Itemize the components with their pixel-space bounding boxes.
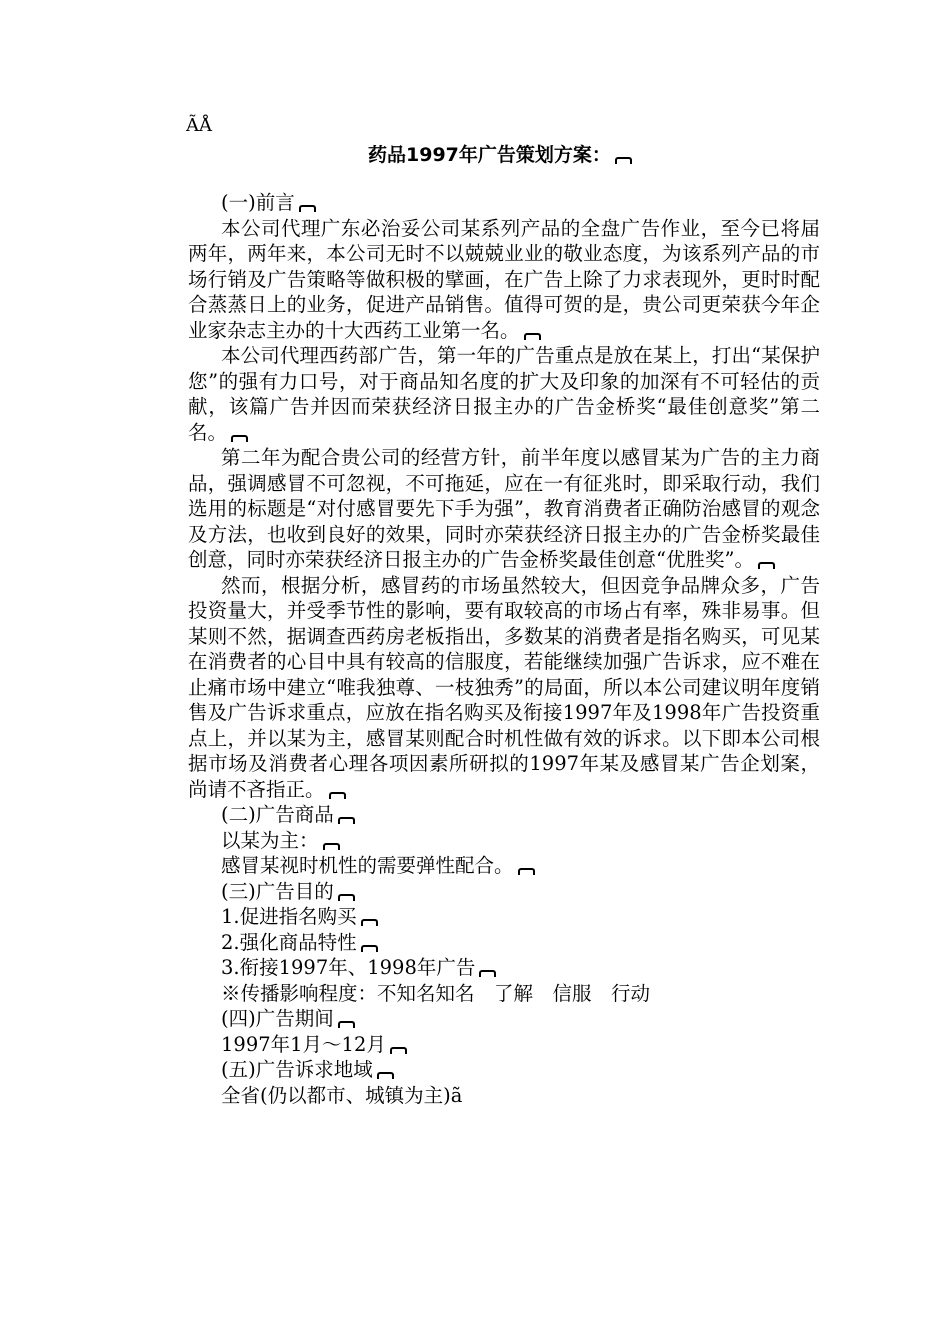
page-title-text: 药品1997年广告策划方案： [368,144,611,166]
section-heading-region [188,1057,820,1083]
paragraph-mark-icon [361,945,378,952]
paragraph-mark-icon [338,894,355,901]
list-item [188,955,820,981]
block-text: 本公司代理广东必治妥公司某系列产品的全盘广告作业，至今已将届两年，两年来，本公司无时不以兢兢业业的敬业态度，为该系列产品的市场行销及广告策略等做积极的擘画，在广告上除了力求表现外，更时时配合蒸蒸日上的业务，促进产品销售。值得可贺的是，贵公司更荣获今年企业家杂志主办的十大西药工业第一名。 [188,216,820,342]
paragraph-mark-icon [323,843,340,850]
body-paragraph [188,445,820,573]
list-item [188,904,820,930]
block-text: 3.衔接1997年、1998年广告 [221,956,476,979]
section-heading-preface [188,190,820,216]
list-item [188,853,820,879]
section-heading-period [188,1006,820,1032]
block-text: (四)广告期间 [221,1007,334,1030]
list-item [188,930,820,956]
block-text: (二)广告商品 [221,803,334,826]
list-item [188,981,820,1007]
paragraph-mark-icon [479,970,496,977]
section-heading-products [188,802,820,828]
page-title [368,140,820,170]
block-text: (一)前言 [221,191,295,214]
section-heading-objectives [188,879,820,905]
paragraph-mark-icon [518,868,535,875]
top-marker: ÃÅ [186,115,212,136]
block-text: 1997年1月～12月 [221,1032,386,1056]
paragraph-mark-icon [338,817,355,824]
list-item [188,1083,820,1109]
block-text: 1.促进指名购买 [221,905,357,928]
block-text: (三)广告目的 [221,879,334,903]
block-text: 第二年为配合贵公司的经营方针，前半年度以感冒某为广告的主力商品，强调感冒不可忽视，不可拖延，应在一有征兆时，即采取行动，我们选用的标题是“对付感冒要先下手为强”，教育消费者正确防治感冒的观念及方法，也收到良好的效果，同时亦荣获经济日报主办的广告金桥奖最佳创意，同时亦荣获经济日报主办的广告金桥奖最佳创意“优胜奖”。 [188,446,820,571]
block-text: 感冒某视时机性的需要弹性配合。 [221,854,514,877]
paragraph-mark-icon [361,919,378,926]
paragraph-mark-icon [758,562,775,569]
body-paragraph [188,216,820,344]
list-item [188,828,820,854]
block-text: 然而，根据分析，感冒药的市场虽然较大，但因竞争品牌众多，广告投资量大，并受季节性的影响，要有取较高的市场占有率，殊非易事。但某则不然，据调查西药房老板指出，多数某的消费者是指名购买，可见某在消费者的心目中具有较高的信服度，若能继续加强广告诉求，应不难在止痛市场中建立“唯我独尊、一枝独秀”的局面，所以本公司建议明年度销售及广告诉求重点，应放在指名购买及衔接1997年及1998年广告投资重点上，并以某为主，感冒某则配合时机性做有效的诉求。以下即本公司根据市场及消费者心理各项因素所研拟的1997年某及感冒某广告企划案，尚请不吝指正。 [188,573,820,801]
block-text: (五)广告诉求地域 [221,1058,373,1081]
block-text: 以某为主： [221,828,319,852]
paragraph-mark-icon [231,435,248,442]
paragraph-mark-icon [615,157,632,164]
list-item [188,1032,820,1058]
block-text: ※传播影响程度：不知名知名 了解 信服 行动 [221,981,651,1005]
body-paragraph [188,343,820,445]
paragraph-mark-icon [390,1047,407,1054]
paragraph-mark-icon [524,333,541,340]
body-paragraph [188,573,820,803]
paragraph-mark-icon [338,1021,355,1028]
body-content [188,190,820,1108]
document-page [188,114,820,1108]
paragraph-mark-icon [329,792,346,799]
paragraph-mark-icon [299,205,316,212]
block-text: 本公司代理西药部广告，第一年的广告重点是放在某上，打出“某保护您”的强有力口号，对于商品知名度的扩大及印象的加深有不可轻估的贡献，该篇广告并因而荣获经济日报主办的广告金桥奖“最佳创意奖”第二名。 [188,344,820,444]
block-text: 2.强化商品特性 [221,930,357,954]
block-text: 全省(仍以都市、城镇为主)ã [221,1083,463,1107]
paragraph-mark-icon [377,1072,394,1079]
